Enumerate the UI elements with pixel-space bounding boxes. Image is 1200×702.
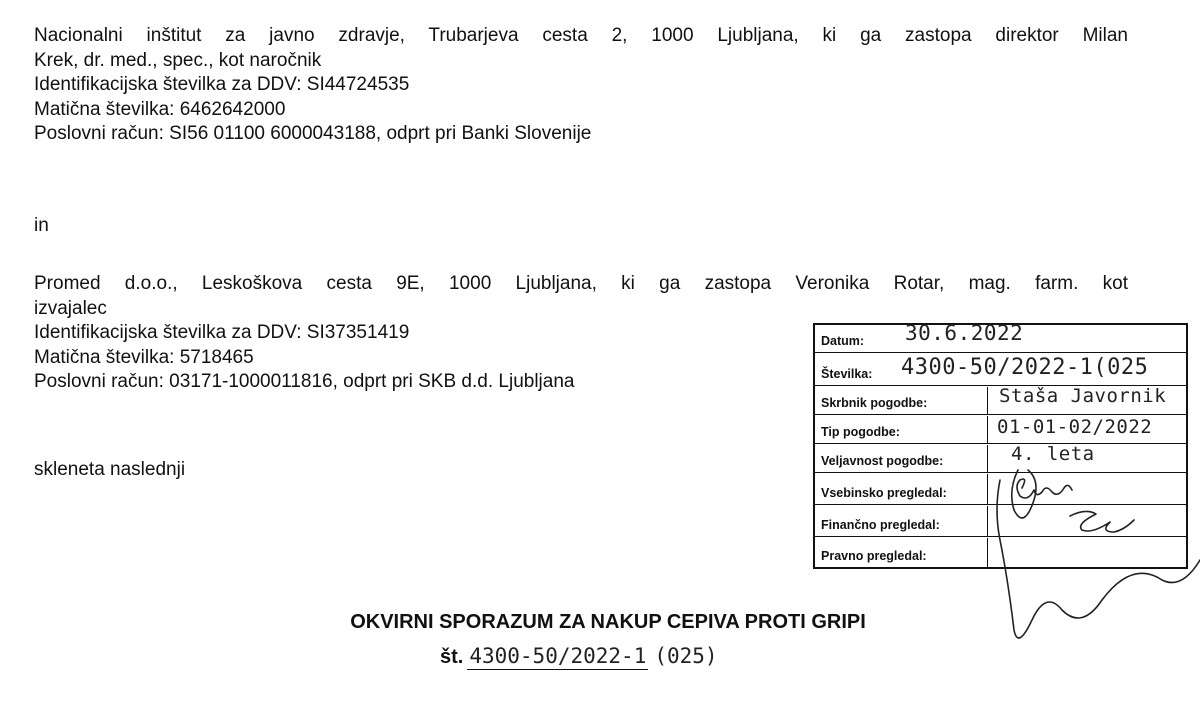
registry-stamp — [813, 323, 1188, 569]
party-one-account: Poslovni račun: SI56 01100 6000043188, odprt pri Banki Slovenije — [34, 123, 592, 144]
stamp-date-label: Datum: — [821, 334, 865, 348]
stamp-row-content-review — [815, 474, 1186, 505]
stamp-type-value: 01-01-02/2022 — [997, 416, 1153, 438]
party-one-registration: Matična številka: 6462642000 — [34, 98, 286, 120]
stamp-row-financial-review — [815, 506, 1186, 537]
agreement-title: OKVIRNI SPORAZUM ZA NAKUP CEPIVA PROTI GRIPI — [350, 611, 866, 633]
party-two-account: Poslovni račun: 03171-1000011816, odprt pri SKB d.d. Ljubljana — [34, 371, 575, 392]
agreement-number-suffix: (025) — [654, 644, 718, 668]
connector-in: in — [34, 215, 49, 236]
party-one-line2: Krek, dr. med., spec., kot naročnik — [34, 49, 322, 71]
stamp-custodian-value: Staša Javornik — [999, 385, 1167, 407]
agreement-number-value: 4300-50/2022-1 — [469, 644, 647, 668]
stamp-validity-label: Veljavnost pogodbe: — [821, 454, 944, 468]
party-one-block — [34, 24, 1128, 147]
stamp-legal-review-label: Pravno pregledal: — [821, 549, 927, 563]
agreement-number-prefix: št. — [440, 646, 464, 668]
party-two-line1: Promed d.o.o., Leskoškova cesta 9E, 1000 Ljubljana, ki ga zastopa Veronika Rotar, mag. farm. kot — [34, 273, 1128, 294]
stamp-row-number — [815, 353, 1186, 386]
party-one-line1: Nacionalni inštitut za javno zdravje, Trubarjeva cesta 2, 1000 Ljubljana, ki ga zastopa direktor Milan — [34, 25, 1128, 46]
stamp-type-label: Tip pogodbe: — [821, 425, 900, 439]
agreement-number — [440, 644, 718, 670]
agreement-number-underline — [467, 644, 648, 670]
stamp-number-label: Številka: — [821, 367, 873, 381]
stamp-row-legal-review — [815, 538, 1186, 567]
stamp-row-custodian — [815, 387, 1186, 415]
stamp-date-value: 30.6.2022 — [905, 321, 1024, 345]
party-two-vat: Identifikacijska številka za DDV: SI37351419 — [34, 322, 410, 343]
party-two-registration: Matična številka: 5718465 — [34, 346, 254, 368]
party-two-line2: izvajalec — [34, 297, 107, 319]
stamp-row-type — [815, 416, 1186, 444]
stamp-number-value: 4300-50/2022-1(025 — [901, 355, 1149, 380]
stamp-financial-review-label: Finančno pregledal: — [821, 518, 940, 532]
stamp-validity-value: 4. leta — [1011, 443, 1095, 465]
stamp-content-review-label: Vsebinsko pregledal: — [821, 486, 947, 500]
stamp-row-validity — [815, 445, 1186, 473]
stamp-custodian-label: Skrbnik pogodbe: — [821, 396, 928, 410]
stamp-row-date — [815, 321, 1186, 353]
closing-text: skleneta naslednji — [34, 459, 186, 480]
party-one-vat: Identifikacijska številka za DDV: SI44724535 — [34, 74, 410, 95]
